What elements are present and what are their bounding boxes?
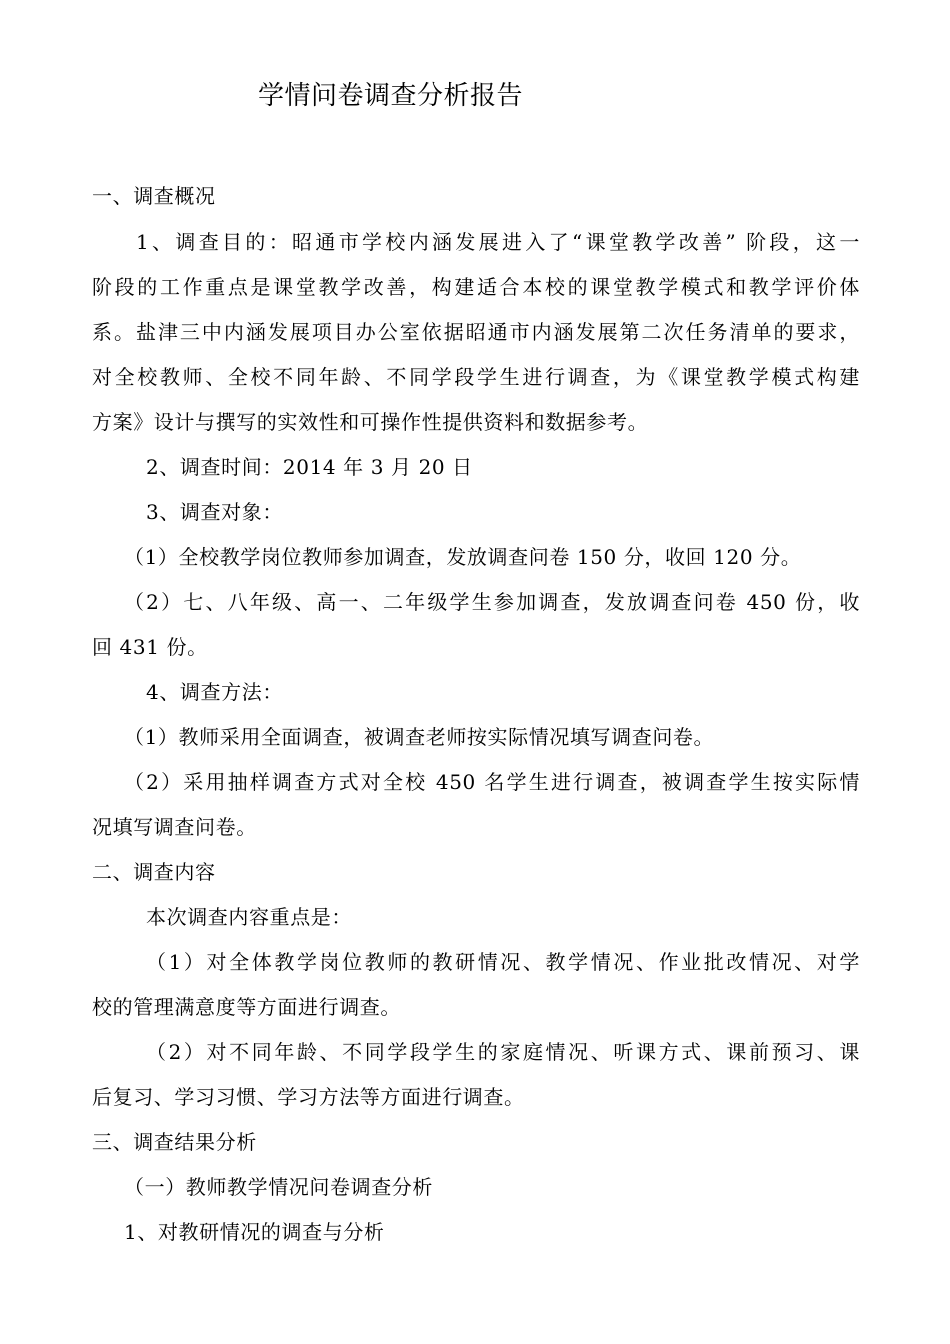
survey-time: 2、调查时间：2014 年 3 月 20 日 xyxy=(146,455,473,479)
paragraph-line: 况填写调查问卷。 xyxy=(92,815,257,839)
paragraph-line: 阶段的工作重点是课堂教学改善，构建适合本校的课堂教学模式和教学评价体 xyxy=(92,275,860,299)
section-heading-content: 二、调查内容 xyxy=(92,860,216,884)
paragraph-line: 回 431 份。 xyxy=(92,635,208,659)
paragraph-line: 1、调查目的：昭通市学校内涵发展进入了“课堂教学改善” 阶段，这一 xyxy=(136,230,860,254)
subsection-item-heading: 1、对教研情况的调查与分析 xyxy=(124,1220,385,1244)
paragraph-line: 方案》设计与撰写的实效性和可操作性提供资料和数据参考。 xyxy=(92,410,649,434)
paragraph-line: 后复习、学习习惯、学习方法等方面进行调查。 xyxy=(92,1085,525,1109)
content-item-teachers: （1）对全体教学岗位教师的教研情况、教学情况、作业批改情况、对学 xyxy=(146,950,860,974)
section-heading-results: 三、调查结果分析 xyxy=(92,1130,257,1154)
subsection-heading: （一）教师教学情况问卷调查分析 xyxy=(124,1175,433,1199)
paragraph-line: 对全校教师、全校不同年龄、不同学段学生进行调查，为《课堂教学模式构建 xyxy=(92,365,860,389)
paragraph-line: 本次调查内容重点是： xyxy=(146,905,352,929)
paragraph-line: 校的管理满意度等方面进行调查。 xyxy=(92,995,401,1019)
survey-target-teachers: （1）全校教学岗位教师参加调查，发放调查问卷 150 分，收回 120 分。 xyxy=(124,545,802,569)
survey-method-heading: 4、调查方法： xyxy=(146,680,283,704)
survey-method-students: （2）采用抽样调查方式对全校 450 名学生进行调查，被调查学生按实际情 xyxy=(124,770,860,794)
content-item-students: （2）对不同年龄、不同学段学生的家庭情况、听课方式、课前预习、课 xyxy=(146,1040,860,1064)
survey-target-heading: 3、调查对象： xyxy=(146,500,283,524)
survey-target-students: （2）七、八年级、高一、二年级学生参加调查，发放调查问卷 450 份，收 xyxy=(124,590,860,614)
paragraph-line: 系。盐津三中内涵发展项目办公室依据昭通市内涵发展第二次任务清单的要求， xyxy=(92,320,860,344)
survey-method-teachers: （1）教师采用全面调查，被调查老师按实际情况填写调查问卷。 xyxy=(124,725,715,749)
section-heading-overview: 一、调查概况 xyxy=(92,184,216,208)
document-title: 学情问卷调查分析报告 xyxy=(258,81,524,111)
